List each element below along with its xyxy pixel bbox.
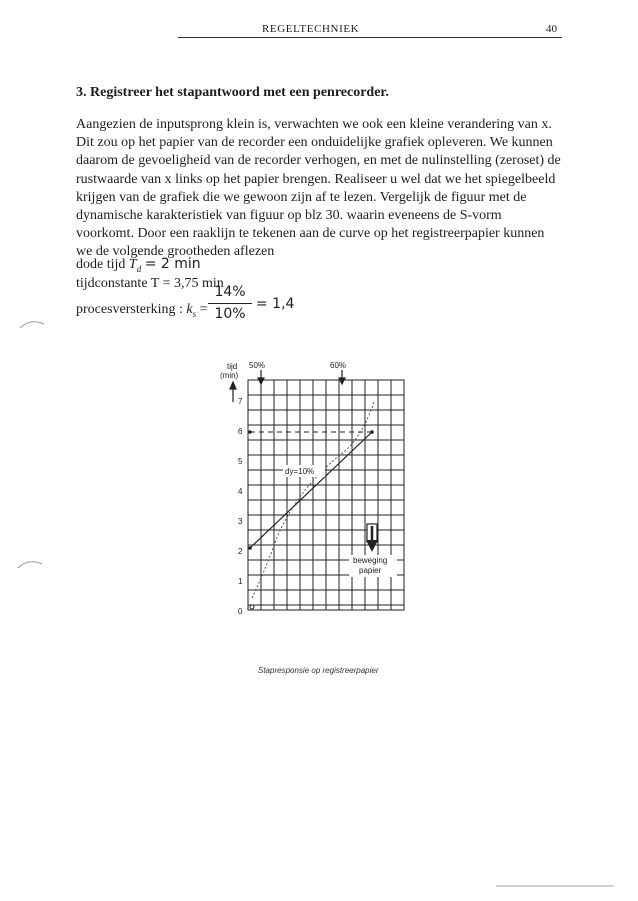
- y-tick: 5: [238, 457, 243, 466]
- origin-dot: [250, 605, 254, 609]
- y-tick: 6: [238, 427, 243, 436]
- y-axis-label-unit: (min): [220, 371, 239, 380]
- time-constant: tijdconstante T = 3,75 min: [76, 276, 224, 291]
- figure-caption: Stapresponsie op registreerpapier: [258, 666, 379, 675]
- paragraph-text: Aangezien de inputsprong klein is, verwachten we ook een kleine verandering van x. Dit zou op het papier van de recorder een onduidelijke grafiek opleveren. We kunnen daarom de gevoeligheid van de recorder verhogen, en met de nulinstelling (zeroset) de rustwaarde van x links op het papier brengen. Realiseer u wel dat we het spiegelbeeld krijgen van de grafiek die we gewoon zijn af te lezen. Vergelijk de figuur met de dynamische karakteristiek van figuur op blz 30. waarin eveneens de S-vorm voorkomt. Door een raaklijn te tekenen aan de curve op het registreerpapier kunnen we de volgende grootheden aflezen: [76, 117, 561, 260]
- y-axis-arrow-icon: [230, 382, 236, 402]
- dead-time-label: dode tijd: [76, 257, 126, 272]
- y-axis-label-time: tijd: [227, 362, 238, 371]
- paper-movement-arrow-icon: [366, 524, 378, 552]
- header-title: REGELTECHNIEK: [262, 23, 360, 35]
- section-heading: 3. Registreer het stapantwoord met een penrecorder.: [76, 85, 389, 100]
- y-tick: 1: [238, 577, 243, 586]
- gain-label: procesversterking :: [76, 302, 183, 317]
- dead-time-symbol: T: [128, 257, 137, 272]
- gain-result: = 1,4: [256, 296, 295, 312]
- gain-eq: =: [199, 302, 208, 317]
- y-tick: 4: [238, 487, 243, 496]
- gain-denominator: 10%: [214, 306, 246, 322]
- paper-movement-label-2: papier: [359, 566, 382, 575]
- dy-label: dy=10%: [285, 467, 315, 476]
- y-tick: 3: [238, 517, 243, 526]
- label-60-percent: 60%: [330, 361, 347, 370]
- paper-movement-label-1: beweging: [353, 556, 388, 565]
- y-tick: 0: [238, 607, 243, 616]
- marker-dot: [248, 430, 252, 434]
- y-tick: 7: [238, 397, 243, 406]
- label-50-percent: 50%: [249, 361, 266, 370]
- marker-dot: [248, 546, 252, 550]
- dead-time-subscript: d: [136, 263, 142, 274]
- gain-subscript: s: [192, 308, 197, 319]
- dead-time-value: = 2 min: [144, 256, 201, 272]
- top-arrows: [258, 370, 345, 384]
- page-number: 40: [546, 23, 557, 35]
- y-tick: 2: [238, 547, 243, 556]
- gain-numerator: 14%: [214, 284, 246, 300]
- gain-symbol: k: [186, 302, 193, 317]
- tangent-line: [250, 432, 372, 548]
